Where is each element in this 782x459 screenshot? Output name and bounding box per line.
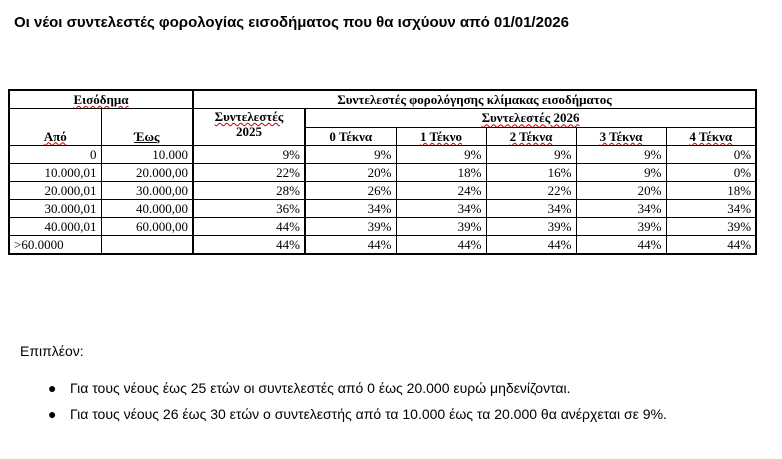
row-rate-3-children: 44% (576, 236, 666, 255)
row-from: 30.000,01 (9, 200, 101, 218)
rates-header: Συντελεστές φορολόγησης κλίμακας εισοδήματος (337, 92, 612, 107)
table-row (9, 146, 756, 164)
row-from: 0 (9, 146, 101, 164)
row-rate-4-children: 39% (666, 218, 756, 236)
rates-2026-header: Συντελεστές 2026 (481, 110, 580, 126)
table-row (9, 164, 756, 182)
row-rate-3-children: 20% (576, 182, 666, 200)
to-header: Έως (134, 128, 160, 144)
children-3-label: 3 Τέκνα (599, 128, 643, 144)
list-item (48, 402, 760, 426)
row-rate-2-children: 34% (486, 200, 576, 218)
row-rate-2025: 22% (193, 164, 305, 182)
from-header: Από (43, 128, 67, 144)
bullet-text: Για τους νέους έως 25 ετών οι συντελεστές από 0 έως 20.000 ευρώ μηδενίζονται. (70, 380, 571, 396)
list-item (48, 376, 760, 400)
row-rate-3-children: 9% (576, 146, 666, 164)
bullet-icon: ● (48, 380, 57, 396)
row-rate-0-children: 26% (305, 182, 396, 200)
children-0-label: 0 Τέκνα (329, 128, 373, 144)
table-row (9, 236, 756, 255)
additional-note-label: Επιπλέον: (20, 343, 84, 359)
row-rate-1-child: 18% (396, 164, 486, 182)
children-1-header (396, 127, 486, 146)
row-rate-1-child: 34% (396, 200, 486, 218)
row-rate-1-child: 44% (396, 236, 486, 255)
bullet-icon: ● (48, 406, 57, 422)
children-2-label: 2 Τέκνα (509, 128, 553, 144)
row-rate-2-children: 39% (486, 218, 576, 236)
row-to (101, 236, 193, 255)
income-header-cell (9, 90, 193, 109)
rates-2025-header-cell (193, 109, 305, 146)
from-header-cell (9, 127, 101, 146)
rates-2025-line2: 2025 (236, 124, 262, 139)
table-row (9, 200, 756, 218)
row-rate-1-child: 39% (396, 218, 486, 236)
row-rate-3-children: 39% (576, 218, 666, 236)
row-to: 40.000,00 (101, 200, 193, 218)
row-from: 10.000,01 (9, 164, 101, 182)
row-rate-2025: 28% (193, 182, 305, 200)
children-4-label: 4 Τέκνα (689, 128, 733, 144)
row-rate-2-children: 22% (486, 182, 576, 200)
row-rate-4-children: 0% (666, 164, 756, 182)
rates-header-cell (193, 90, 756, 109)
row-rate-0-children: 20% (305, 164, 396, 182)
row-rate-2-children: 16% (486, 164, 576, 182)
row-rate-4-children: 44% (666, 236, 756, 255)
rates-2025-line1: Συντελεστές (214, 109, 284, 124)
row-rate-4-children: 34% (666, 200, 756, 218)
row-rate-0-children: 34% (305, 200, 396, 218)
children-1-label: 1 Τέκνο (419, 128, 463, 144)
table-row (9, 218, 756, 236)
children-0-header (305, 127, 396, 146)
row-rate-2025: 36% (193, 200, 305, 218)
additional-notes-list (0, 376, 760, 428)
from-top-cell (9, 109, 101, 128)
table-row (9, 182, 756, 200)
row-rate-3-children: 34% (576, 200, 666, 218)
row-rate-0-children: 39% (305, 218, 396, 236)
bullet-text: Για τους νέους 26 έως 30 ετών ο συντελεστής από τα 10.000 έως τα 20.000 θα ανέρχεται σε 9%. (70, 406, 667, 422)
row-rate-2025: 9% (193, 146, 305, 164)
children-2-header (486, 127, 576, 146)
row-rate-4-children: 0% (666, 146, 756, 164)
row-rate-2-children: 44% (486, 236, 576, 255)
row-rate-0-children: 9% (305, 146, 396, 164)
document-title: Οι νέοι συντελεστές φορολογίας εισοδήματος που θα ισχύουν από 01/01/2026 (14, 14, 569, 31)
children-3-header (576, 127, 666, 146)
row-to: 10.000 (101, 146, 193, 164)
row-rate-0-children: 44% (305, 236, 396, 255)
to-header-cell (101, 127, 193, 146)
row-rate-2-children: 9% (486, 146, 576, 164)
row-to: 30.000,00 (101, 182, 193, 200)
row-from: >60.0000 (9, 236, 101, 255)
row-rate-4-children: 18% (666, 182, 756, 200)
row-rate-1-child: 24% (396, 182, 486, 200)
income-header: Εισόδημα (73, 92, 129, 107)
tax-rates-table (8, 89, 757, 255)
to-top-cell (101, 109, 193, 128)
row-from: 20.000,01 (9, 182, 101, 200)
row-rate-2025: 44% (193, 218, 305, 236)
row-rate-1-child: 9% (396, 146, 486, 164)
row-to: 60.000,00 (101, 218, 193, 236)
children-4-header (666, 127, 756, 146)
row-to: 20.000,00 (101, 164, 193, 182)
rates-2026-header-cell (305, 109, 756, 128)
row-rate-3-children: 9% (576, 164, 666, 182)
row-from: 40.000,01 (9, 218, 101, 236)
row-rate-2025: 44% (193, 236, 305, 255)
